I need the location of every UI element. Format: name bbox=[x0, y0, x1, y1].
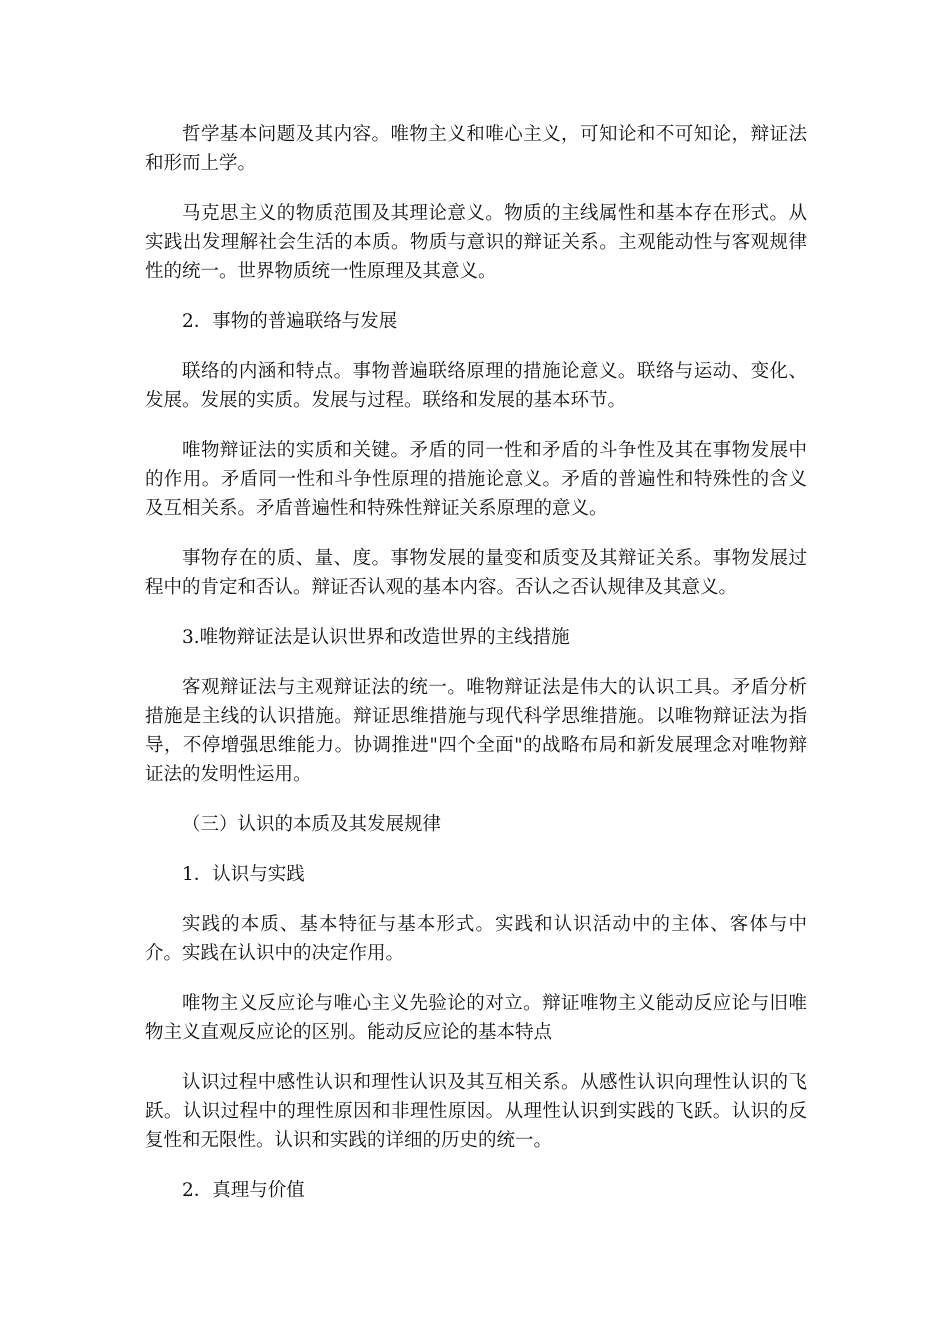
section-heading-dialectics-method: 3.唯物辩证法是认识世界和改造世界的主线措施 bbox=[182, 627, 570, 648]
paragraph-philosophy-basic-question: 哲学基本问题及其内容。唯物主义和唯心主义，可知论和不可知论，辩证法和形而上学。 bbox=[145, 124, 807, 174]
paragraph-connection-features: 联络的内涵和特点。事物普遍联络原理的措施论意义。联络与运动、变化、发展。发展的实质。发展与过程。联络和发展的基本环节。 bbox=[145, 361, 807, 411]
paragraph-perceptual-rational: 认识过程中感性认识和理性认识及其互相关系。从感性认识向理性认识的飞跃。认识过程中的理性原因和非理性原因。从理性认识到实践的飞跃。认识的反复性和无限性。认识和实践的详细的历史的统一。 bbox=[145, 1072, 807, 1151]
paragraph-objective-subjective-dialectics: 客观辩证法与主观辩证法的统一。唯物辩证法是伟大的认识工具。矛盾分析措施是主线的认识措施。辩证思维措施与现代科学思维措施。以唯物辩证法为指导，不停增强思维能力。协调推进"四个全面"的战略布局和新发展理念对唯物辩证法的发明性运用。 bbox=[145, 677, 807, 785]
document-body bbox=[145, 120, 807, 1226]
paragraph-reflection-theory: 唯物主义反应论与唯心主义先验论的对立。辩证唯物主义能动反应论与旧唯物主义直观反应论的区别。能动反应论的基本特点 bbox=[145, 993, 807, 1043]
paragraph-quality-quantity: 事物存在的质、量、度。事物发展的量变和质变及其辩证关系。事物发展过程中的肯定和否认。辩证否认观的基本内容。否认之否认规律及其意义。 bbox=[145, 548, 807, 598]
section-heading-truth-value: 2．真理与价值 bbox=[182, 1180, 305, 1201]
section-heading-cognition-practice: 1．认识与实践 bbox=[182, 864, 305, 885]
paragraph-contradiction: 唯物辩证法的实质和关键。矛盾的同一性和矛盾的斗争性及其在事物发展中的作用。矛盾同一性和斗争性原理的措施论意义。矛盾的普遍性和特殊性的含义及互相关系。矛盾普遍性和特殊性辩证关系原理的意义。 bbox=[145, 440, 807, 519]
section-heading-nature-of-cognition: （三）认识的本质及其发展规律 bbox=[182, 814, 442, 835]
section-heading-universal-connection: 2．事物的普遍联络与发展 bbox=[182, 311, 398, 332]
paragraph-practice-essence: 实践的本质、基本特征与基本形式。实践和认识活动中的主体、客体与中介。实践在认识中的决定作用。 bbox=[145, 914, 807, 964]
paragraph-material-category: 马克思主义的物质范围及其理论意义。物质的主线属性和基本存在形式。从实践出发理解社会生活的本质。物质与意识的辩证关系。主观能动性与客观规律性的统一。世界物质统一性原理及其意义。 bbox=[145, 203, 807, 282]
